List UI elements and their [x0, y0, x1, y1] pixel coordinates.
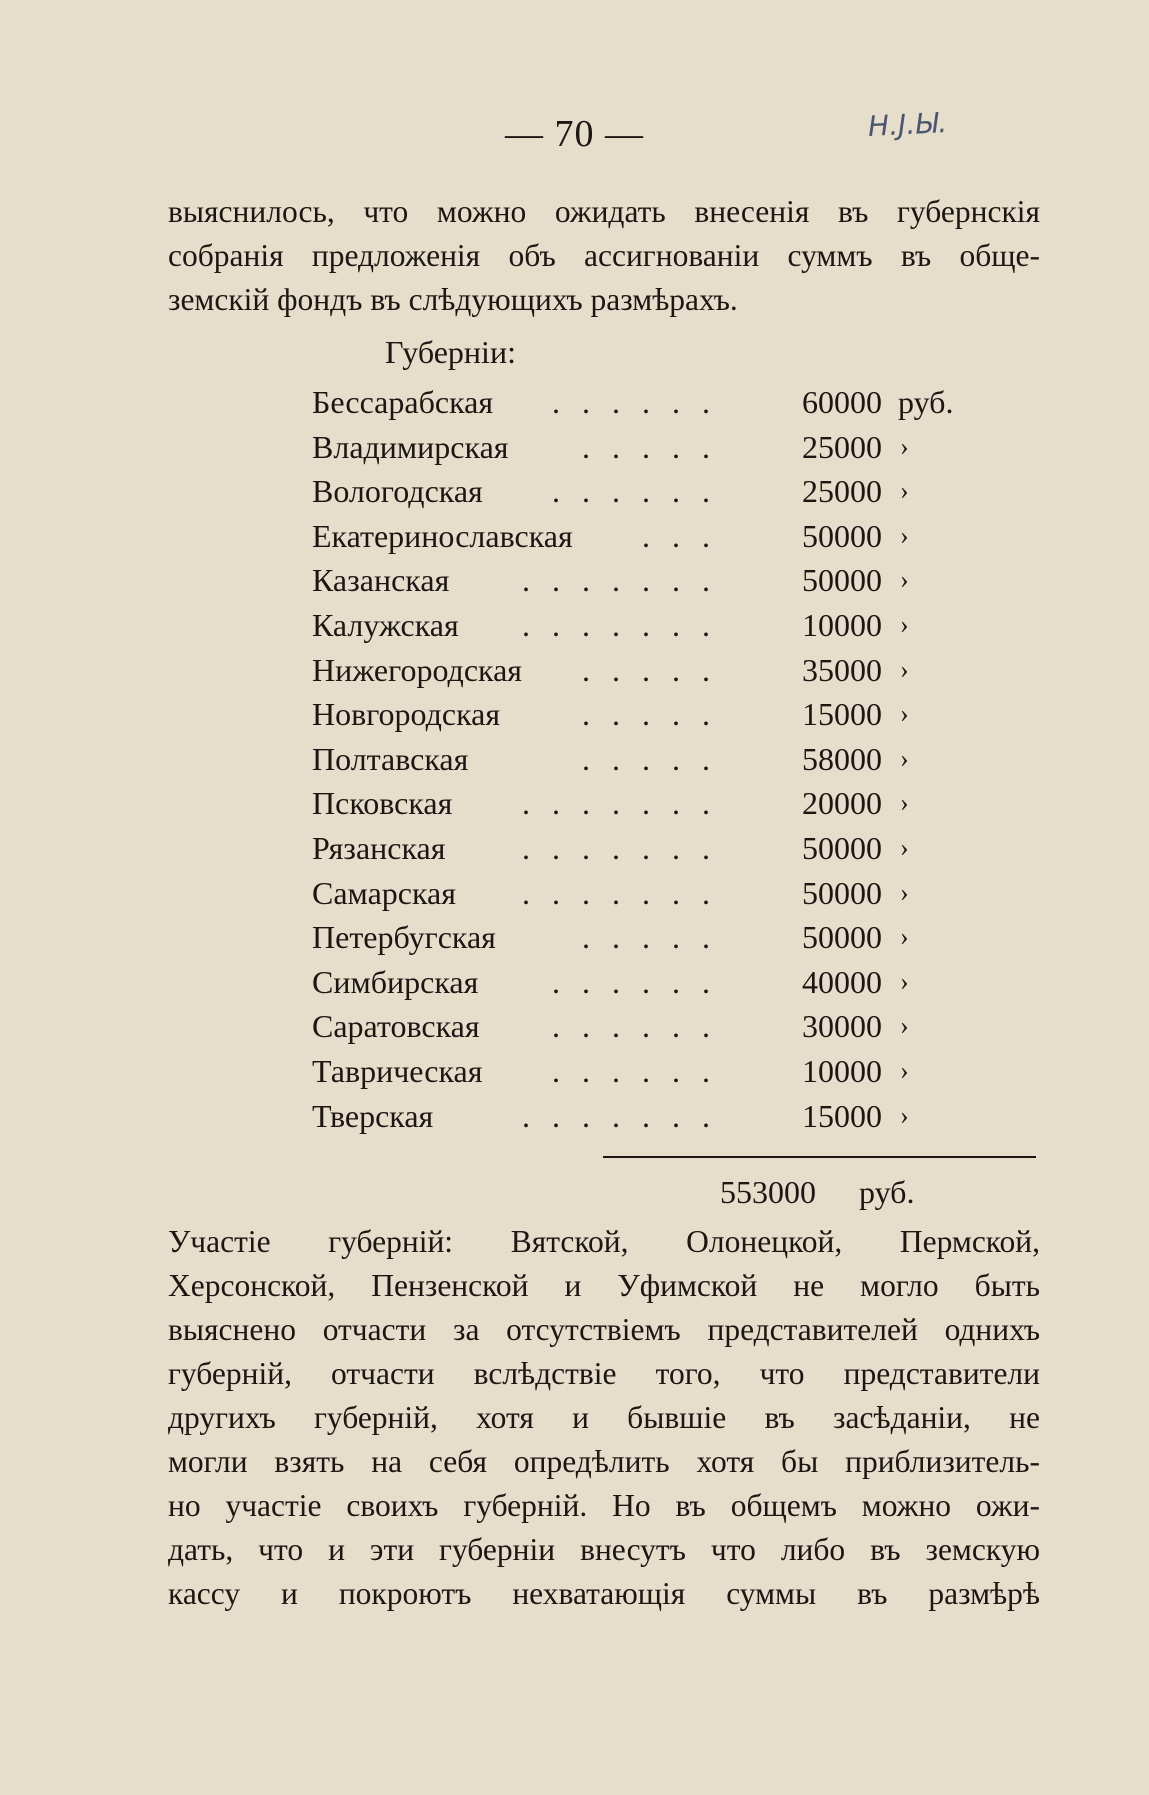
- province-amount: 25000: [802, 473, 882, 510]
- table-row: [312, 1004, 932, 1049]
- ditto-mark: ›: [900, 788, 909, 818]
- province-amount: 50000: [802, 517, 882, 554]
- province-name: Саратовская: [312, 1008, 480, 1045]
- table-row: [312, 558, 932, 603]
- table-row: [312, 469, 932, 514]
- ditto-mark: ›: [900, 654, 909, 684]
- intro-line: земскій фондъ въ слѣдующихъ размѣрахъ.: [168, 282, 738, 317]
- province-amount: 25000: [802, 428, 882, 465]
- province-amount: 15000: [802, 696, 882, 733]
- outro-line: губерній, отчасти вслѣдствіе того, что представители: [168, 1356, 1040, 1391]
- leader-dots: . . . . . . .: [522, 562, 717, 599]
- table-row: [312, 737, 932, 782]
- ditto-mark: ›: [900, 520, 909, 550]
- ditto-mark: ›: [900, 565, 909, 595]
- leader-dots: . . . . .: [582, 919, 717, 956]
- province-name: Бессарабская: [312, 384, 494, 420]
- outro-line: могли взять на себя опредѣлить хотя бы приблизитель-: [168, 1444, 1040, 1479]
- leader-dots: . . . . . . .: [522, 1097, 717, 1134]
- table-row: [312, 915, 932, 960]
- province-amount: 10000: [802, 606, 882, 643]
- province-name: Екатеринославская: [312, 517, 573, 554]
- leader-dots: . . . . . . .: [522, 785, 717, 822]
- leader-dots: . . . . . .: [552, 1052, 717, 1089]
- province-name: Полтавская: [312, 740, 469, 777]
- table-row: [312, 648, 932, 693]
- table-row: [312, 871, 932, 916]
- ditto-mark: ›: [900, 922, 909, 952]
- table-row: [312, 380, 954, 425]
- province-amount: 15000: [802, 1097, 882, 1134]
- province-name: Самарская: [312, 874, 456, 911]
- leader-dots: . . . . . .: [552, 1008, 717, 1045]
- province-name: Тверская: [312, 1097, 434, 1134]
- province-name: Петербугская: [312, 919, 496, 956]
- province-amount: 30000: [802, 1008, 882, 1045]
- outro-paragraph: [168, 1220, 1040, 1616]
- outro-line: но участіе своихъ губерній. Но въ общемъ можно ожи-: [168, 1488, 1040, 1523]
- province-name: Симбирская: [312, 963, 479, 1000]
- leader-dots: . . . . .: [582, 696, 717, 733]
- table-row: [312, 826, 932, 871]
- total-unit: руб.: [859, 1174, 915, 1210]
- leader-dots: . . . . .: [582, 740, 717, 777]
- ditto-mark: ›: [900, 966, 909, 996]
- leader-dots: . . . . . .: [552, 473, 717, 510]
- leader-dots: . . .: [642, 517, 717, 554]
- leader-dots: . . . . . .: [552, 963, 717, 1000]
- province-table: [312, 380, 954, 1138]
- currency-unit: руб.: [898, 384, 954, 420]
- table-row: [312, 425, 932, 470]
- outro-line: кассу и покроютъ нехватающія суммы въ размѣрѣ: [168, 1576, 1040, 1611]
- table-row: [312, 692, 932, 737]
- ditto-mark: ›: [900, 609, 909, 639]
- ditto-mark: ›: [900, 743, 909, 773]
- page-number: — 70 —: [505, 113, 644, 155]
- ditto-mark: ›: [900, 431, 909, 461]
- province-amount: 10000: [802, 1052, 882, 1089]
- province-amount: 20000: [802, 785, 882, 822]
- outro-line: дать, что и эти губерніи внесутъ что либо въ земскую: [168, 1532, 1040, 1567]
- province-amount: 40000: [802, 963, 882, 1000]
- list-heading: Губерніи:: [385, 334, 516, 370]
- intro-paragraph: [168, 190, 1040, 322]
- province-name: Новгородская: [312, 696, 501, 733]
- province-name: Рязанская: [312, 829, 446, 866]
- handwritten-note: Н.J.Ы.: [867, 105, 948, 144]
- ditto-mark: ›: [900, 877, 909, 907]
- province-name: Нижегородская: [312, 651, 522, 688]
- leader-dots: . . . . . .: [552, 384, 717, 420]
- province-name: Казанская: [312, 562, 450, 599]
- province-name: Владимирская: [312, 428, 509, 465]
- province-amount: 35000: [802, 651, 882, 688]
- outro-line: Участіе губерній: Вятской, Олонецкой, Пермской,: [168, 1224, 1040, 1259]
- outro-line: выяснено отчасти за отсутствіемъ представителей однихъ: [168, 1312, 1040, 1347]
- ditto-mark: ›: [900, 832, 909, 862]
- province-amount: 50000: [802, 874, 882, 911]
- table-row: [312, 1094, 932, 1139]
- table-row: [312, 781, 932, 826]
- table-row: [312, 960, 932, 1005]
- leader-dots: . . . . .: [582, 651, 717, 688]
- table-row: [312, 514, 932, 559]
- table-row: [312, 603, 932, 648]
- total-rule: [603, 1156, 1036, 1158]
- leader-dots: . . . . . . .: [522, 606, 717, 643]
- total-amount: 553000: [720, 1174, 816, 1210]
- ditto-mark: ›: [900, 476, 909, 506]
- province-name: Вологодская: [312, 473, 483, 510]
- province-amount: 60000: [802, 384, 882, 420]
- table-row: [312, 1049, 932, 1094]
- province-name: Псковская: [312, 785, 453, 822]
- province-name: Таврическая: [312, 1052, 483, 1089]
- province-amount: 50000: [802, 919, 882, 956]
- intro-line: собранія предложенія объ ассигнованіи суммъ въ обще-: [168, 238, 1040, 273]
- leader-dots: . . . . . . .: [522, 874, 717, 911]
- ditto-mark: ›: [900, 1055, 909, 1085]
- ditto-mark: ›: [900, 1011, 909, 1041]
- leader-dots: . . . . .: [582, 428, 717, 465]
- ditto-mark: ›: [900, 1100, 909, 1130]
- intro-line: выяснилось, что можно ожидать внесенія въ губернскія: [168, 194, 1040, 229]
- province-amount: 50000: [802, 562, 882, 599]
- province-amount: 58000: [802, 740, 882, 777]
- outro-line: Херсонской, Пензенской и Уфимской не могло быть: [168, 1268, 1040, 1303]
- province-name: Калужская: [312, 606, 459, 643]
- outro-line: другихъ губерній, хотя и бывшіе въ засѣданіи, не: [168, 1400, 1040, 1435]
- leader-dots: . . . . . . .: [522, 829, 717, 866]
- ditto-mark: ›: [900, 699, 909, 729]
- province-amount: 50000: [802, 829, 882, 866]
